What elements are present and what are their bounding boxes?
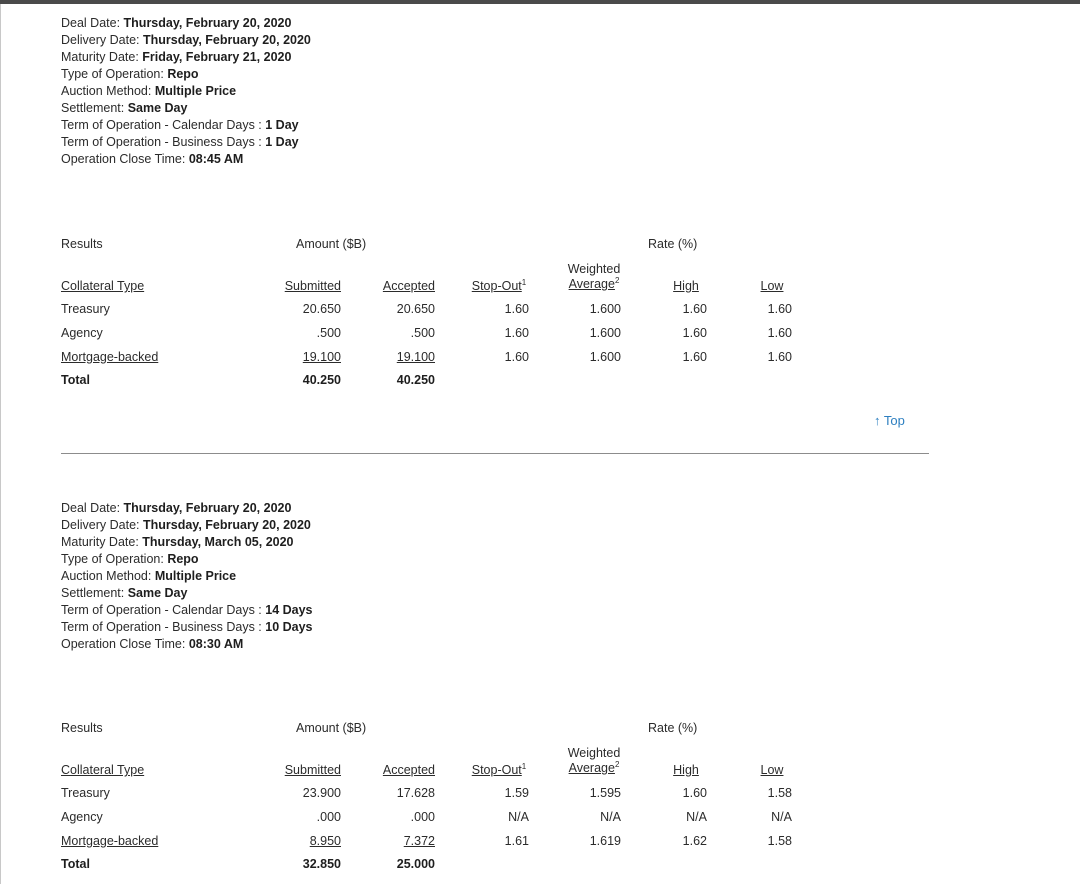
row-agency-low: N/A: [771, 810, 792, 824]
row-agency-wavg: 1.600: [589, 326, 621, 340]
total-label: Total: [61, 857, 90, 871]
accepted-header: Accepted: [382, 279, 435, 293]
row-agency-wavg: N/A: [600, 810, 621, 824]
row-mbs-low: 1.58: [767, 834, 792, 848]
accepted-header: Accepted: [382, 763, 435, 777]
row-mbs-wavg: 1.619: [589, 834, 621, 848]
row-mbs-type: Mortgage-backed: [61, 350, 159, 364]
deal-date: Deal Date: Thursday, February 20, 2020: [61, 16, 292, 30]
stopout-header: Stop-Out$^1$: [471, 277, 527, 293]
row-agency-accepted: .500: [410, 326, 435, 340]
weighted-average-header: Weighted Average$^2$: [567, 262, 621, 291]
deal-date: Deal Date: Thursday, February 20, 2020: [61, 501, 292, 515]
row-treasury-type: Treasury: [61, 786, 110, 800]
close-time: Operation Close Time: 08:30 AM: [61, 637, 244, 651]
high-header: High: [673, 763, 699, 777]
total-label: Total: [61, 373, 90, 387]
row-agency-accepted: .000: [410, 810, 435, 824]
row-mbs-submitted: 19.100: [302, 350, 341, 364]
row-agency-type: Agency: [61, 810, 103, 824]
amount-heading: Amount ($B): [296, 237, 367, 251]
row-treasury-low: 1.58: [767, 786, 792, 800]
section-divider: [61, 453, 929, 454]
close-time: Operation Close Time: 08:45 AM: [61, 152, 244, 166]
results-heading: Results: [61, 237, 103, 251]
row-treasury-stopout: 1.59: [504, 786, 529, 800]
submitted-header: Submitted: [284, 763, 341, 777]
row-mbs-type: Mortgage-backed: [61, 834, 159, 848]
low-header: Low: [760, 279, 784, 293]
operation-1: [61, 15, 931, 387]
row-agency-high: N/A: [686, 810, 707, 824]
term-business-days: Term of Operation - Business Days : 10 Days: [61, 620, 313, 634]
row-mbs-high: 1.62: [682, 834, 707, 848]
collateral-type-header: Collateral Type: [61, 279, 145, 293]
results-heading: Results: [61, 721, 103, 735]
row-treasury-high: 1.60: [682, 302, 707, 316]
operation-2: [61, 500, 931, 871]
collateral-type-header: Collateral Type: [61, 763, 145, 777]
operation-type: Type of Operation: Repo: [61, 552, 199, 566]
term-calendar-days: Term of Operation - Calendar Days : 14 Days: [61, 603, 313, 617]
left-border: [0, 4, 1, 884]
high-header: High: [673, 279, 699, 293]
row-agency-type: Agency: [61, 326, 103, 340]
amount-heading: Amount ($B): [296, 721, 367, 735]
row-treasury-wavg: 1.595: [589, 786, 621, 800]
row-treasury-submitted: 20.650: [302, 302, 341, 316]
low-header: Low: [760, 763, 784, 777]
row-treasury-accepted: 20.650: [396, 302, 435, 316]
submitted-header: Submitted: [284, 279, 341, 293]
row-treasury-accepted: 17.628: [396, 786, 435, 800]
top-link[interactable]: ↑ Top: [874, 413, 905, 428]
row-agency-stopout: 1.60: [504, 326, 529, 340]
row-mbs-low: 1.60: [767, 350, 792, 364]
total-submitted: 32.850: [302, 857, 341, 871]
row-mbs-accepted: 19.100: [396, 350, 435, 364]
row-mbs-submitted: 8.950: [309, 834, 341, 848]
weighted-average-header: Weighted Average$^2$: [567, 746, 621, 775]
operation-info: [61, 500, 931, 653]
stopout-header: Stop-Out$^1$: [471, 761, 527, 777]
top-bar: [0, 0, 1080, 4]
row-treasury-submitted: 23.900: [302, 786, 341, 800]
delivery-date: Delivery Date: Thursday, February 20, 2020: [61, 33, 311, 47]
maturity-date: Maturity Date: Friday, February 21, 2020: [61, 50, 292, 64]
row-mbs-wavg: 1.600: [589, 350, 621, 364]
rate-heading: Rate (%): [648, 237, 698, 251]
row-mbs-stopout: 1.60: [504, 350, 529, 364]
auction-method: Auction Method: Multiple Price: [61, 569, 237, 583]
auction-method: Auction Method: Multiple Price: [61, 84, 237, 98]
rate-heading: Rate (%): [648, 721, 698, 735]
maturity-date: Maturity Date: Thursday, March 05, 2020: [61, 535, 294, 549]
row-treasury-low: 1.60: [767, 302, 792, 316]
term-business-days: Term of Operation - Business Days : 1 Day: [61, 135, 299, 149]
settlement: Settlement: Same Day: [61, 101, 188, 115]
row-mbs-stopout: 1.61: [504, 834, 529, 848]
settlement: Settlement: Same Day: [61, 586, 188, 600]
total-submitted: 40.250: [302, 373, 341, 387]
total-accepted: 25.000: [396, 857, 435, 871]
row-mbs-accepted: 7.372: [403, 834, 435, 848]
row-agency-stopout: N/A: [508, 810, 529, 824]
row-mbs-high: 1.60: [682, 350, 707, 364]
row-agency-submitted: .500: [316, 326, 341, 340]
total-accepted: 40.250: [396, 373, 435, 387]
row-agency-low: 1.60: [767, 326, 792, 340]
row-treasury-stopout: 1.60: [504, 302, 529, 316]
delivery-date: Delivery Date: Thursday, February 20, 2020: [61, 518, 311, 532]
row-treasury-type: Treasury: [61, 302, 110, 316]
operation-type: Type of Operation: Repo: [61, 67, 199, 81]
row-treasury-high: 1.60: [682, 786, 707, 800]
term-calendar-days: Term of Operation - Calendar Days : 1 Day: [61, 118, 299, 132]
row-treasury-wavg: 1.600: [589, 302, 621, 316]
row-agency-high: 1.60: [682, 326, 707, 340]
row-agency-submitted: .000: [316, 810, 341, 824]
operation-info: [61, 15, 931, 168]
